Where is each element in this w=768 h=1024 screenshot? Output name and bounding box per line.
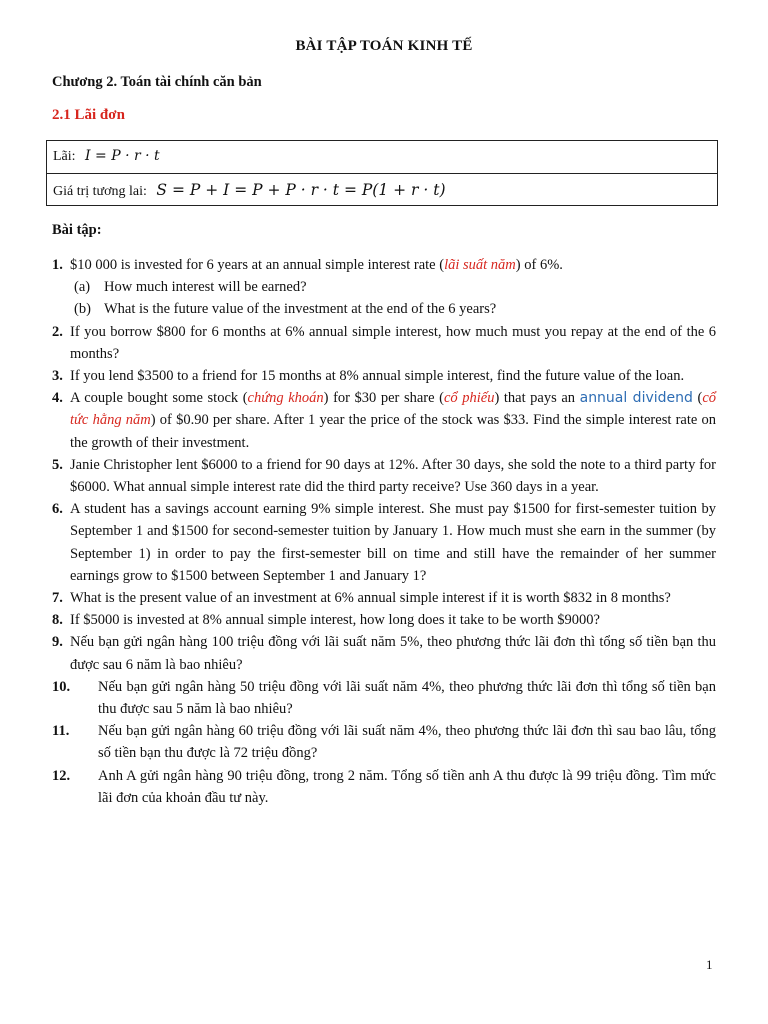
problem-number: 12. <box>52 767 71 784</box>
document-title: BÀI TẬP TOÁN KINH TẾ <box>295 38 473 54</box>
subquestion-text: How much interest will be earned? <box>104 279 307 296</box>
subquestion <box>70 276 716 298</box>
future-value-formula: S = P + I = P + P · r · t = P(1 + r · t) <box>156 181 446 199</box>
problem-number: 8. <box>52 612 63 629</box>
problem-item <box>52 387 716 454</box>
interest-formula-row <box>47 141 717 173</box>
problem-text: ) that pays an <box>494 390 580 407</box>
problem-item <box>52 765 716 809</box>
interest-formula: I = P · r · t <box>85 148 160 164</box>
problem-text: Nếu bạn gửi ngân hàng 60 triệu đồng với lãi suất năm 4%, theo phương thức lãi đơn thì sau bao lâu, tổng số tiền bạn thu được là 72 triệu đồng? <box>98 723 716 762</box>
problem-item <box>52 720 716 764</box>
problem-text: ) of 6%. <box>515 257 563 273</box>
problem-item <box>52 609 716 631</box>
vietnamese-term: cổ tức hằng năm <box>70 390 716 429</box>
problem-item <box>52 631 716 675</box>
highlighted-term: annual dividend <box>579 390 693 407</box>
problem-number: 10. <box>52 678 71 695</box>
problem-item <box>52 498 716 587</box>
problem-item <box>52 676 716 720</box>
problem-text: Janie Christopher lent $6000 to a friend for 90 days at 12%. After 30 days, she sold the note to a third party for $6000. What annual simple interest rate did the third party receive? Use 360 days in a year. <box>70 456 716 496</box>
chapter-heading: Chương 2. Toán tài chính căn bản <box>52 74 262 90</box>
problem-number: 3. <box>52 368 63 385</box>
problem-item <box>52 587 716 609</box>
vietnamese-term: cổ phiếu <box>443 390 495 407</box>
problem-number: 2. <box>52 323 63 340</box>
problem-text: If $5000 is invested at 8% annual simple interest, how long does it take to be worth $9000? <box>70 612 600 629</box>
subquestion-label: (b) <box>74 301 91 318</box>
problem-text: ( <box>692 390 703 407</box>
subquestion <box>70 298 716 320</box>
problem-text: If you lend $3500 to a friend for 15 months at 8% annual simple interest, find the future value of the loan. <box>70 368 685 385</box>
problem-number: 9. <box>52 634 63 651</box>
problem-number: 5. <box>52 456 63 473</box>
problem-item <box>52 321 716 365</box>
problem-item <box>52 254 716 321</box>
problem-number: 7. <box>52 590 63 607</box>
problem-text: What is the present value of an investment at 6% annual simple interest if it is worth $832 in 8 months? <box>70 590 671 607</box>
problem-text: A student has a savings account earning 9% simple interest. She must pay $1500 for first-semester tuition by September 1 and $1500 for second-semester tuition by January 1. How much must she earn in the summer (by September 1) in order to pay the first-semester bill on time and still have the remainder of her summer earnings grow to $1500 between September 1 and January 1? <box>70 501 716 584</box>
problem-text: ) of $0.90 per share. After 1 year the price of the stock was $33. Find the simple interest rate on the growth of their investment. <box>70 412 716 451</box>
subquestion-label: (a) <box>74 279 91 296</box>
future-value-formula-label: Giá trị tương lai: <box>53 184 147 199</box>
problem-text: A couple bought some stock ( <box>70 390 248 407</box>
section-heading: 2.1 Lãi đơn <box>52 107 125 123</box>
problem-number: 11. <box>52 723 70 740</box>
problem-item <box>52 454 716 498</box>
problem-number: 4. <box>52 390 63 407</box>
problem-text: Anh A gửi ngân hàng 90 triệu đồng, trong 2 năm. Tổng số tiền anh A thu được là 99 triệu đồng. Tìm mức lãi đơn của khoản đầu tư này. <box>98 767 716 806</box>
exercises-heading: Bài tập: <box>52 222 102 238</box>
interest-formula-label: Lãi: <box>53 149 76 164</box>
subquestion-text: What is the future value of the investment at the end of the 6 years? <box>104 301 497 318</box>
problem-text: ) for $30 per share ( <box>323 390 444 407</box>
problem-text: If you borrow $800 for 6 months at 6% annual simple interest, how much must you repay at the end of the 6 months? <box>70 323 716 362</box>
problem-text: Nếu bạn gửi ngân hàng 100 triệu đồng với lãi suất năm 5%, theo phương thức lãi đơn thì tổng số tiền bạn thu được sau 6 năm là bao nhiêu? <box>70 634 716 673</box>
formula-box <box>46 140 718 206</box>
problem-number: 6. <box>52 501 63 518</box>
problem-text: Nếu bạn gửi ngân hàng 50 triệu đồng với lãi suất năm 4%, theo phương thức lãi đơn thì tổng số tiền bạn thu được sau 5 năm là bao nhiêu? <box>98 678 716 718</box>
problem-item <box>52 365 716 387</box>
vietnamese-term: chứng khoán <box>247 390 324 407</box>
problem-list <box>52 254 716 809</box>
problem-number: 1. <box>52 257 63 273</box>
future-value-formula-row <box>47 173 717 206</box>
problem-text: $10 000 is invested for 6 years at an annual simple interest rate ( <box>70 257 445 273</box>
vietnamese-term: lãi suất năm <box>444 257 516 273</box>
page-number: 1 <box>706 957 713 972</box>
